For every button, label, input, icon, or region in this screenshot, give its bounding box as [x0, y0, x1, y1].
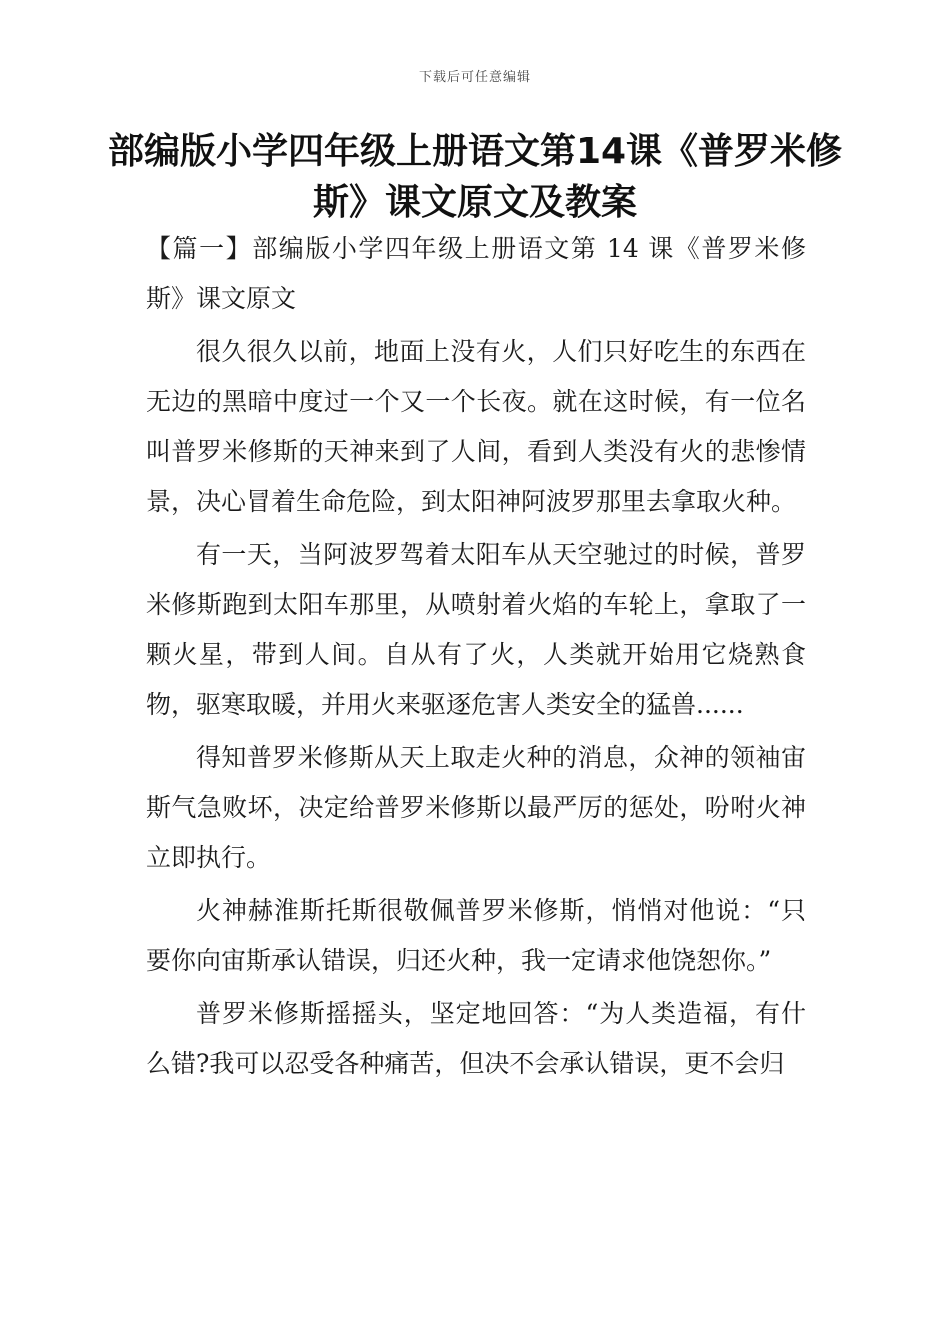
paragraph-1: 很久很久以前，地面上没有火，人们只好吃生的东西在无边的黑暗中度过一个又一个长夜。就在这时候，有一位名叫普罗米修斯的天神来到了人间，看到人类没有火的悲惨情景，决心冒着生命危险，到太阳神阿波罗那里去拿取火种。 [146, 337, 806, 516]
header-note: 下载后可任意编辑 [418, 70, 531, 85]
paragraph-4: 火神赫淮斯托斯很敬佩普罗米修斯，悄悄对他说：“只要你向宙斯承认错误，归还火种，我一定请求他饶恕你。” [146, 896, 806, 975]
section-heading: 【篇一】部编版小学四年级上册语文第 14 课《普罗米修斯》课文原文 [146, 234, 806, 313]
document-body [146, 224, 806, 1092]
paragraph-5: 普罗米修斯摇摇头，坚定地回答：“为人类造福，有什么错?我可以忍受各种痛苦，但决不会承认错误，更不会归 [146, 999, 806, 1078]
document-title: 部编版小学四年级上册语文第14课《普罗米修斯》课文原文及教案 [107, 131, 843, 223]
paragraph-3: 得知普罗米修斯从天上取走火种的消息，众神的领袖宙斯气急败坏，决定给普罗米修斯以最严厉的惩处，吩咐火神立即执行。 [146, 743, 806, 872]
paragraph-2: 有一天，当阿波罗驾着太阳车从天空驰过的时候，普罗米修斯跑到太阳车那里，从喷射着火焰的车轮上，拿取了一颗火星，带到人间。自从有了火，人类就开始用它烧熟食物，驱寒取暖，并用火来驱逐危害人类安全的猛兽...... [146, 540, 806, 719]
